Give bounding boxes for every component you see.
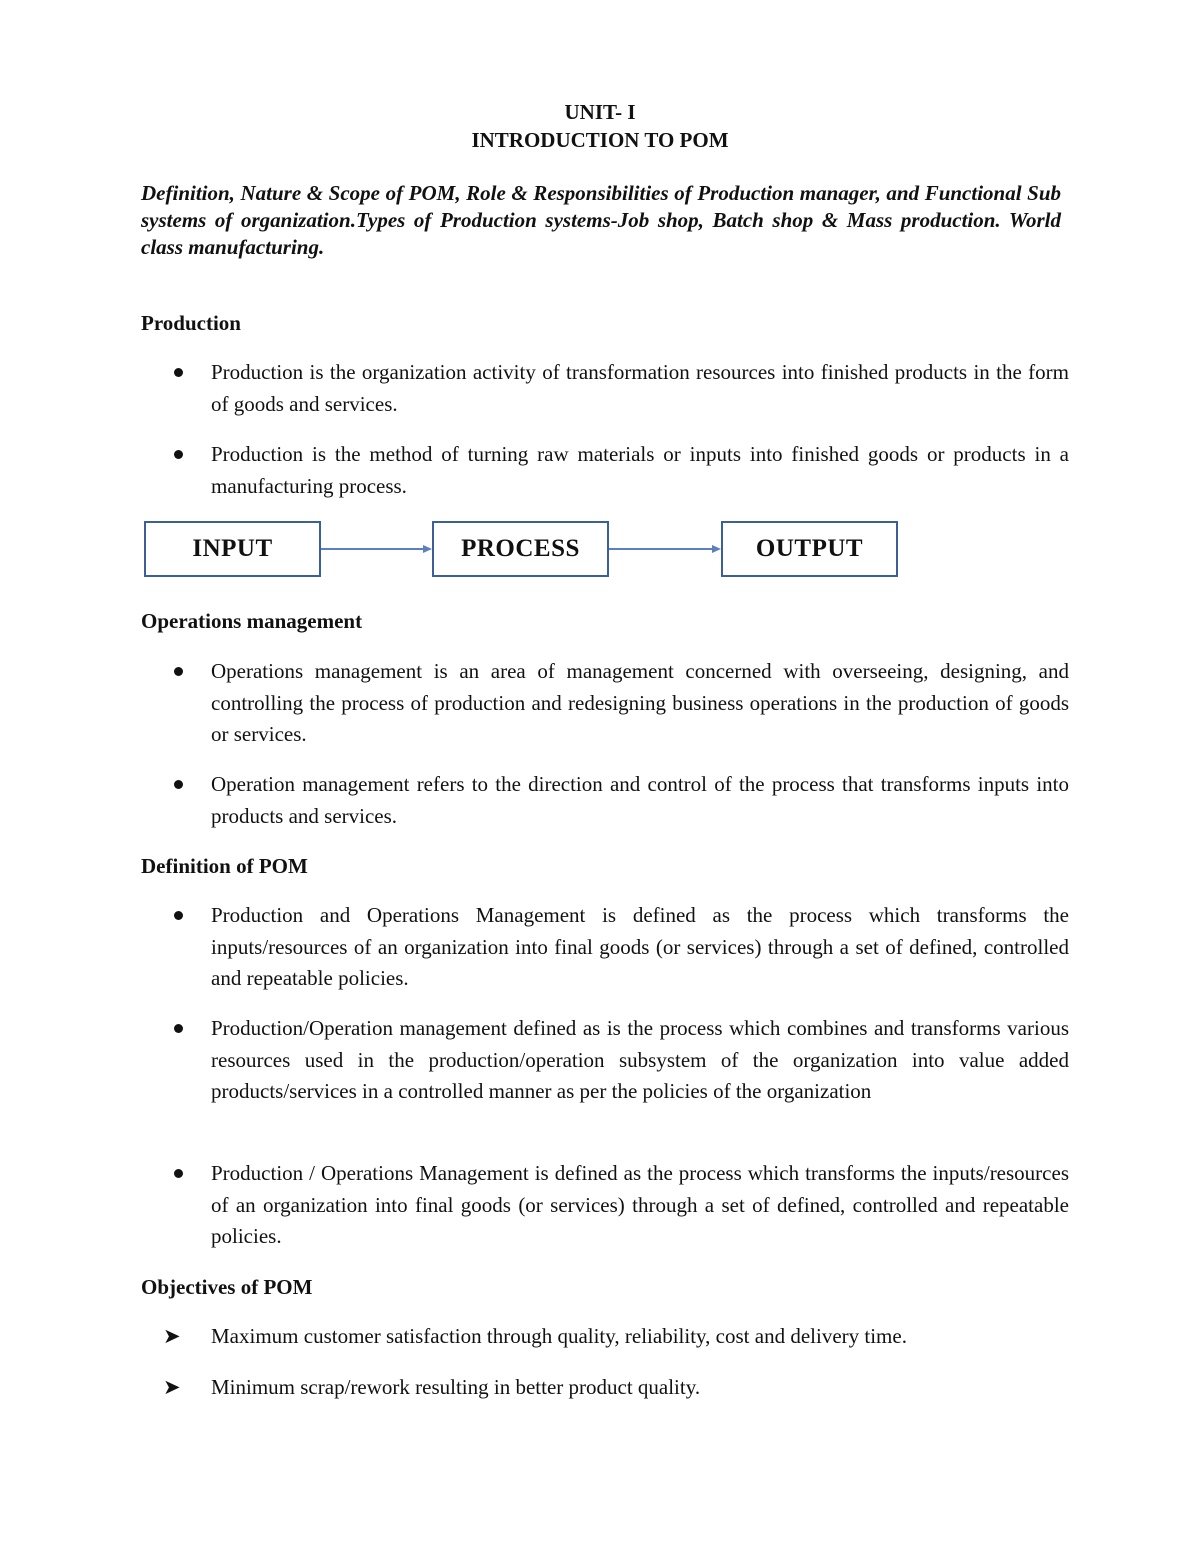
output-box-label: OUTPUT: [755, 535, 864, 562]
objective-text: Minimum scrap/rework resulting in better product quality.: [211, 1375, 701, 1399]
bullet-text: Production is the organization activity of transformation resources into finished products in the form of goods and services.: [211, 360, 1069, 416]
bullet-dot-icon: [174, 1024, 183, 1033]
operations-heading: Operations management: [141, 609, 363, 633]
unit-label: UNIT- I: [564, 100, 636, 124]
bullet-text: Production/Operation management defined as is the process which combines and transforms various resources used in the production/operation subsystem of the organization into value added products/services in a controlled manner as per the policies of the organization: [211, 1016, 1069, 1103]
bullet-text: Operations management is an area of management concerned with overseeing, designing, and controlling the process of production and redesigning business operations in the production of goods or services.: [211, 659, 1069, 746]
arrow-input-to-process: [321, 545, 432, 553]
bullet-dot-icon: [174, 1169, 183, 1178]
bullet-dot-icon: [174, 780, 183, 789]
syllabus-summary: Definition, Nature & Scope of POM, Role & Responsibilities of Production manager, and Functional Sub systems of organization.Types of Production systems-Job shop, Batch shop & Mass production. World class manufacturing.: [141, 181, 1061, 259]
objectives-heading: Objectives of POM: [141, 1275, 313, 1299]
arrowhead-bullet-icon: ➤: [163, 1375, 181, 1399]
bullet-text: Operation management refers to the direction and control of the process that transforms inputs into products and services.: [211, 772, 1069, 828]
process-box-label: PROCESS: [461, 535, 580, 562]
bullet-text: Production is the method of turning raw materials or inputs into finished goods or products in a manufacturing process.: [211, 442, 1069, 498]
process-box: [432, 521, 609, 577]
arrowhead-bullet-icon: ➤: [163, 1324, 181, 1348]
input-box-label: INPUT: [192, 535, 273, 562]
definition-heading: Definition of POM: [141, 854, 308, 878]
objective-text: Maximum customer satisfaction through quality, reliability, cost and delivery time.: [211, 1324, 907, 1348]
bullet-dot-icon: [174, 667, 183, 676]
bullet-dot-icon: [174, 368, 183, 377]
bullet-dot-icon: [174, 911, 183, 920]
bullet-dot-icon: [174, 450, 183, 459]
page-title: INTRODUCTION TO POM: [471, 128, 729, 152]
bullet-text: Production and Operations Management is defined as the process which transforms the inputs/resources of an organization into final goods (or services) through a set of defined, controlled and repeatable policies.: [211, 903, 1069, 990]
arrow-process-to-output: [609, 545, 721, 553]
bullet-text: Production / Operations Management is defined as the process which transforms the inputs/resources of an organization into final goods (or services) through a set of defined, controlled and repeatable policies.: [211, 1161, 1069, 1248]
output-box: [721, 521, 898, 577]
production-heading: Production: [141, 311, 241, 335]
input-box: [144, 521, 321, 577]
